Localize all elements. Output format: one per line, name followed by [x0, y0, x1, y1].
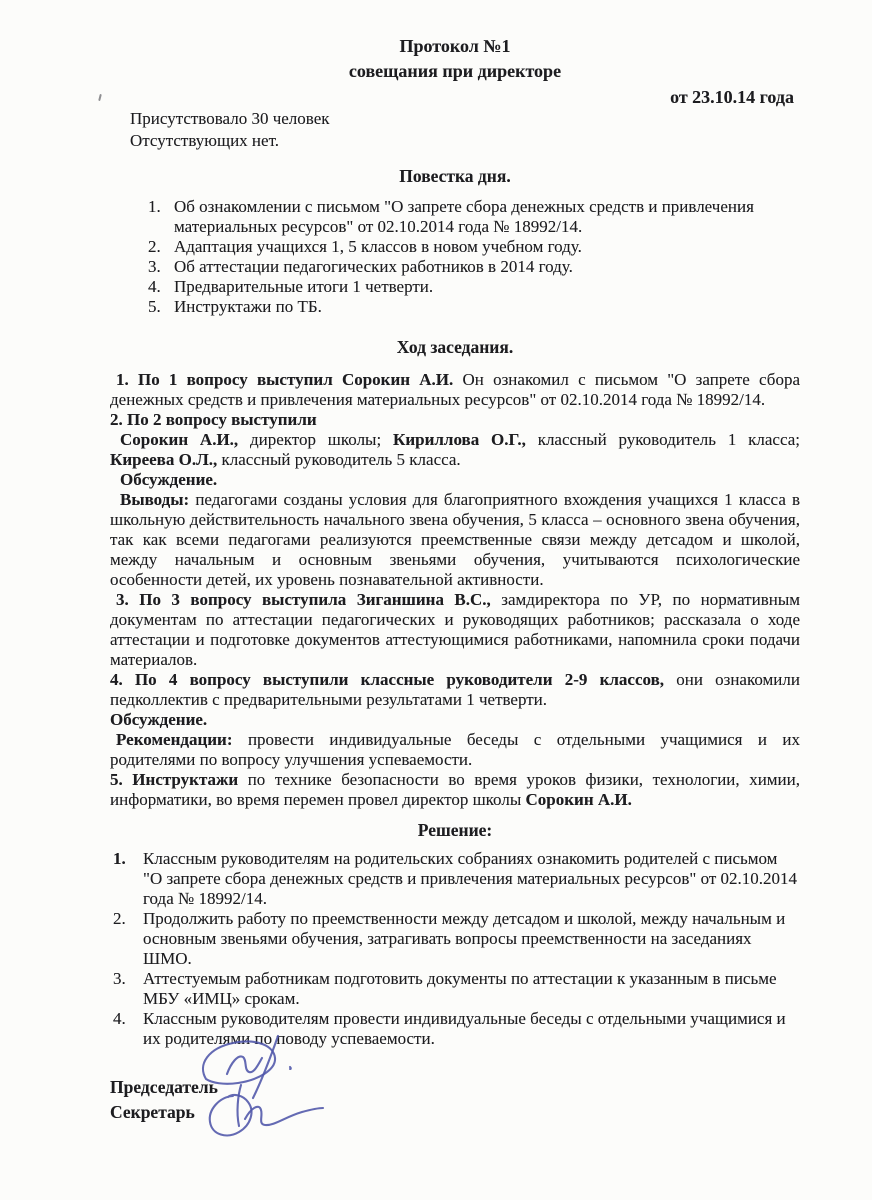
text-run: 1. По 1 вопросу выступил Сорокин А.И.: [116, 370, 454, 389]
item-number: 3.: [148, 257, 161, 276]
paragraph: [110, 430, 800, 470]
text-run: директор школы;: [238, 430, 393, 449]
text-run: они ознакомили педколлектив с предварительными результатами 1 четверти.: [110, 670, 800, 709]
list-item: [113, 849, 800, 909]
text-run: замдиректора по УР, по нормативным документам по аттестации педагогических и руководящих работников; рассказала о ходе аттестации и подготовке документов аттестующимися работниками, напомнила сроки подачи материалов.: [110, 590, 801, 669]
item-number: 1.: [113, 849, 126, 868]
item-number: 3.: [113, 969, 126, 988]
protocol-title-line1: Протокол №1: [399, 36, 511, 56]
list-item: [113, 1009, 800, 1049]
paragraph: [110, 490, 800, 590]
list-item: [148, 237, 800, 257]
text-run: 3. По 3 вопросу выступила Зиганшина В.С.,: [116, 590, 491, 609]
list-item: [148, 277, 800, 297]
protocol-title-line2: совещания при директоре: [348, 61, 562, 81]
text-run: Сорокин А.И.,: [120, 430, 239, 449]
attendance-block: [130, 108, 800, 152]
item-number: 4.: [113, 1009, 126, 1028]
paragraph: [110, 670, 800, 710]
paragraph: [110, 730, 800, 770]
text-run: провести индивидуальные беседы с отдельными учащимися и их родителями по вопросу улучшения успеваемости.: [110, 730, 800, 769]
paragraph: [110, 370, 800, 410]
text-run: классный руководитель 5 класса.: [217, 450, 461, 469]
list-item: [113, 909, 800, 969]
decision-list: [113, 849, 800, 1049]
proceedings-heading: Ход заседания.: [396, 337, 514, 357]
text-run: классный руководитель 1 класса;: [525, 430, 800, 449]
list-item: [113, 969, 800, 1009]
text-run: Рекомендации:: [116, 730, 233, 749]
item-number: 2.: [148, 237, 161, 256]
text-run: Выводы:: [120, 490, 190, 509]
list-item: [148, 197, 800, 237]
item-number: 5.: [148, 297, 161, 316]
decision-heading: Решение:: [417, 820, 493, 840]
text-run: Он ознакомил с письмом "О запрете сбора денежных средств и привлечения материальных ресурсов" от 02.10.2014 года № 18992/14.: [110, 370, 800, 409]
list-item: [148, 257, 800, 277]
signature-block: [110, 1075, 800, 1125]
agenda-list: [148, 197, 800, 317]
proceedings-body: [110, 370, 800, 810]
item-text: Адаптация учащихся 1, 5 классов в новом учебном году.: [174, 237, 582, 256]
protocol-date: от 23.10.14 года: [670, 87, 794, 107]
paragraph: [110, 410, 800, 430]
text-run: Сорокин А.И.: [525, 790, 632, 809]
item-number: 1.: [148, 197, 161, 216]
paragraph: [110, 590, 800, 670]
text-run: по технике безопасности во время уроков физики, технологии, химии, информатики, во время перемен провел директор школы: [110, 770, 801, 809]
absent-note: Отсутствующих нет.: [130, 131, 279, 150]
text-run: Кириллова О.Г.,: [393, 430, 526, 449]
text-run: 2. По 2 вопросу выступили: [110, 410, 317, 429]
item-text: Продолжить работу по преемственности между детсадом и школой, между начальным и основным звеньями обучения, затрагивать вопросы преемственности на заседаниях ШМО.: [143, 909, 786, 968]
item-number: 4.: [148, 277, 161, 296]
secretary-label: Секретарь: [110, 1102, 195, 1122]
text-run: Обсуждение.: [120, 470, 218, 489]
item-text: Классным руководителям провести индивидуальные беседы с отдельными учащимися и их родителями по поводу успеваемости.: [143, 1009, 786, 1048]
text-run: Обсуждение.: [110, 710, 208, 729]
item-text: Аттестуемым работникам подготовить документы по аттестации к указанным в письме МБУ «ИМЦ» срокам.: [143, 969, 777, 1008]
item-text: Классным руководителям на родительских собраниях ознакомить родителей с письмом "О запрете сбора денежных средств и привлечения материальных ресурсов" от 02.10.2014 года № 18992/14.: [143, 849, 798, 908]
scan-artifact-mark: [98, 94, 102, 101]
item-text: Инструктажи по ТБ.: [174, 297, 322, 316]
text-run: педагогами созданы условия для благоприятного вхождения учащихся 1 класса в школьную действительность начального звена обучения, 5 класса – основного звена обучения, так как всеми педагогами реализуются преемственные связи между детсадом и школой, между начальным и основным звеньями обучения, учитываются психологические особенности детей, их уровень познавательной активности.: [110, 490, 800, 589]
text-run: 4. По 4 вопросу выступили классные руководители 2-9 классов,: [110, 670, 665, 689]
chairman-label: Председатель: [110, 1077, 218, 1097]
attendance-count: Присутствовало 30 человек: [130, 109, 330, 128]
list-item: [148, 297, 800, 317]
text-run: 5. Инструктажи: [110, 770, 239, 789]
item-text: Об аттестации педагогических работников в 2014 году.: [174, 257, 573, 276]
text-run: Киреева О.Л.,: [110, 450, 218, 469]
agenda-heading: Повестка дня.: [399, 166, 511, 186]
item-text: Предварительные итоги 1 четверти.: [174, 277, 434, 296]
item-number: 2.: [113, 909, 126, 928]
paragraph: [110, 470, 800, 490]
paragraph: [110, 710, 800, 730]
item-text: Об ознакомлении с письмом "О запрете сбора денежных средств и привлечения материальных ресурсов" от 02.10.2014 года № 18992/14.: [174, 197, 754, 236]
paragraph: [110, 770, 800, 810]
